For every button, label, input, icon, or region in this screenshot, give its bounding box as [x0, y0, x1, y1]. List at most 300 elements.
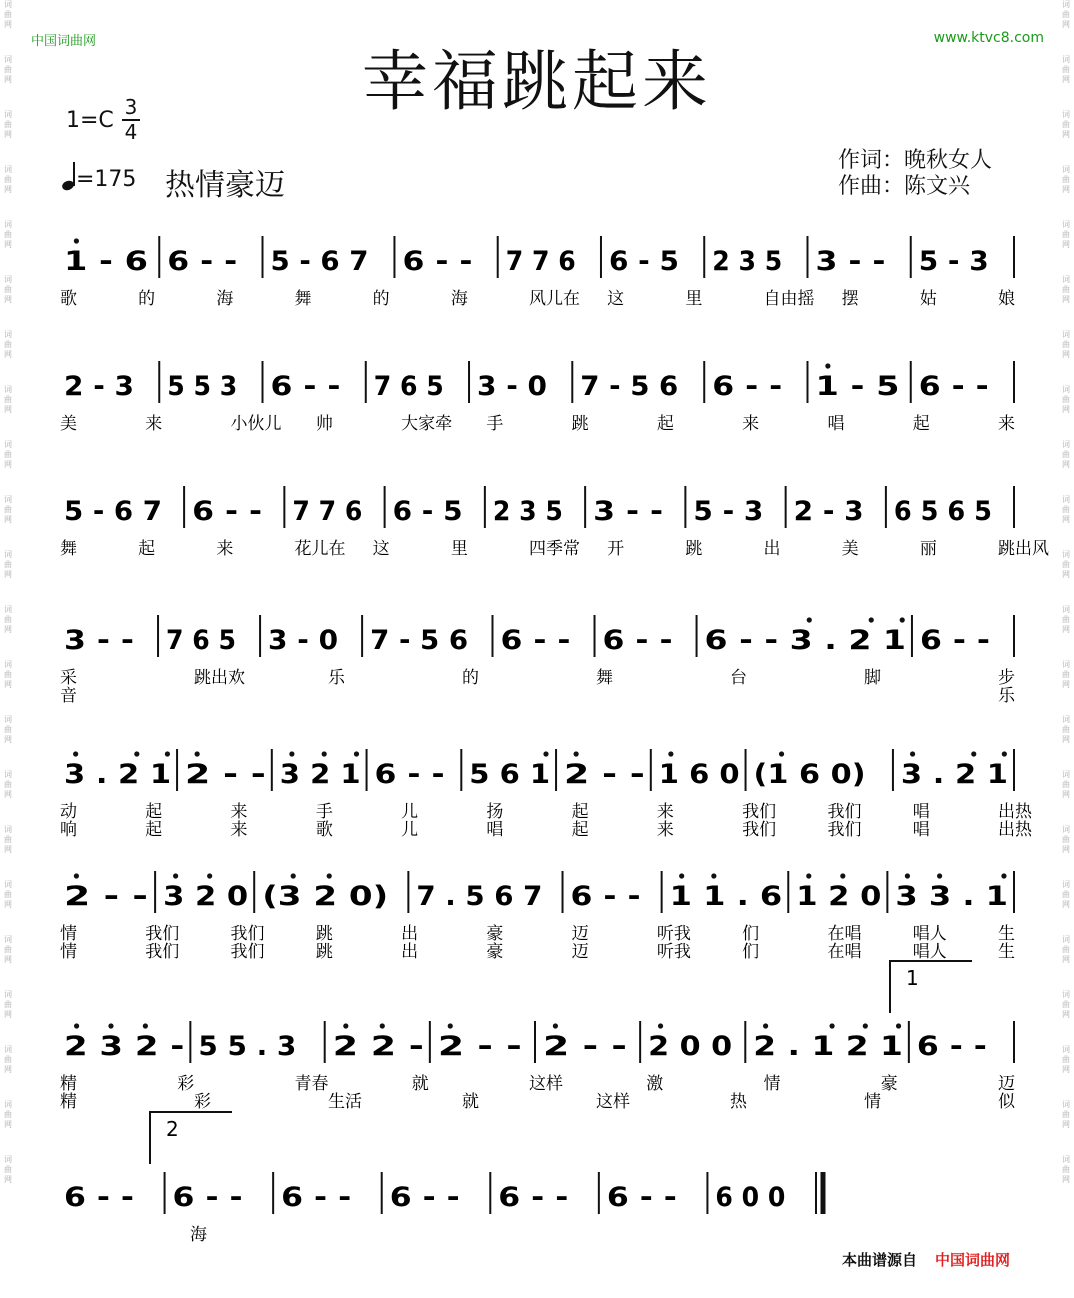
watermark-char: 词: [1062, 330, 1070, 339]
measure-notes: 2 0 0: [648, 1031, 733, 1062]
measure-notes: 5 - 6 7: [64, 496, 162, 527]
lyric-verse-1: 起: [571, 802, 589, 822]
watermark-char: 曲: [1062, 285, 1070, 294]
lyric-verse-1: 这: [372, 539, 390, 559]
lyric-verse-1: 采: [60, 668, 77, 688]
watermark-char: 词: [4, 660, 12, 669]
octave-dot: [291, 873, 296, 878]
measure-notes: 6 - 5: [608, 246, 679, 277]
lyric-verse-1: 起: [912, 414, 930, 434]
watermark-char: 曲: [1062, 175, 1070, 184]
lyric-verse-2: 情: [60, 942, 77, 962]
site-name-left[interactable]: 中国词曲网: [31, 34, 97, 49]
octave-dot: [658, 1023, 663, 1028]
watermark-char: 曲: [4, 1110, 12, 1119]
measure-notes: 6 - -: [570, 881, 641, 912]
lyric-verse-2: 我们: [742, 820, 777, 840]
measure-notes: 2 3 5: [492, 496, 563, 527]
measure-notes: 2 - 3: [793, 496, 864, 527]
watermark-char: 网: [1062, 625, 1070, 634]
watermark-char: 曲: [4, 835, 12, 844]
watermark-char: 词: [1062, 220, 1070, 229]
watermark-char: 网: [1062, 350, 1070, 359]
lyric-verse-1: 来: [998, 414, 1015, 434]
measure-notes: 6 - -: [167, 246, 238, 277]
lyric-verse-2: 听我: [656, 942, 691, 962]
watermark-char: 网: [1062, 845, 1070, 854]
octave-dot: [343, 1023, 348, 1028]
octave-dot: [195, 751, 200, 756]
watermark-char: 词: [1062, 0, 1070, 9]
measure-notes: 6 - -: [919, 625, 990, 656]
octave-dot: [448, 1023, 453, 1028]
measure-notes: 6 - -: [64, 1182, 134, 1213]
octave-dot: [971, 751, 976, 756]
lyric-verse-1: 我们: [230, 924, 265, 944]
measure-notes: 6 - -: [712, 371, 783, 402]
volta-bracket: [150, 1112, 232, 1164]
measure-notes: 6 - -: [192, 496, 263, 527]
watermark-char: 曲: [4, 505, 12, 514]
watermark-char: 网: [4, 405, 12, 414]
octave-dot: [327, 873, 332, 878]
lyric-verse-2: 生: [998, 942, 1015, 962]
watermark-char: 词: [4, 440, 12, 449]
watermark-char: 词: [4, 495, 12, 504]
watermark-char: 网: [1062, 515, 1070, 524]
measure-notes: 3 - -: [64, 625, 134, 656]
lyricist: 作词：晚秋女人: [838, 148, 993, 173]
lyric-verse-1: 彩: [177, 1074, 195, 1094]
measure-notes: 1 6 0: [658, 759, 740, 790]
measure-notes: 6 - -: [402, 246, 473, 277]
octave-dot: [74, 873, 79, 878]
lyric-verse-1: 们: [742, 924, 760, 944]
lyric-verse-1: 迈: [571, 924, 589, 944]
lyric-verse-1: 儿: [401, 802, 419, 822]
watermark-char: 曲: [4, 10, 12, 19]
measure-notes: 2 2 -: [332, 1031, 424, 1062]
lyric-verse-1: 美: [60, 414, 77, 434]
lyric-verse-1: 自由摇: [763, 289, 815, 309]
watermark-char: 词: [1062, 990, 1070, 999]
watermark-char: 网: [4, 955, 12, 964]
watermark-char: 曲: [1062, 1055, 1070, 1064]
measure-notes: 2 3 2 -: [64, 1031, 185, 1062]
octave-dot: [1001, 873, 1006, 878]
measure-notes: 5 - 3: [918, 246, 989, 277]
mood-marking: 热情豪迈: [165, 168, 285, 203]
watermark-char: 词: [4, 110, 12, 119]
watermark-char: 曲: [1062, 10, 1070, 19]
watermark-char: 网: [4, 515, 12, 524]
lyric-verse-1: 的: [138, 289, 156, 309]
measure-notes: 2 - 3: [64, 371, 134, 402]
watermark-char: 网: [1062, 790, 1070, 799]
measure-notes: 7 6 5: [166, 625, 237, 656]
watermark-char: 网: [1062, 1010, 1070, 1019]
measure-notes: 1 - 6: [64, 246, 148, 277]
octave-dot: [896, 1023, 901, 1028]
measure-notes: 6 - -: [498, 1182, 569, 1213]
watermark-char: 网: [4, 460, 12, 469]
lyric-verse-1: 娘: [998, 289, 1015, 309]
lyric-verse-2: 生活: [328, 1092, 362, 1112]
watermark-char: 词: [1062, 1045, 1070, 1054]
watermark-char: 曲: [1062, 1165, 1070, 1174]
lyric-verse-2: 我们: [145, 942, 180, 962]
lyric-verse-1: 的: [462, 668, 479, 688]
lyric-verse-1: 起: [138, 539, 156, 559]
watermark-char: 曲: [1062, 505, 1070, 514]
lyric-verse-1: 来: [742, 414, 760, 434]
octave-dot: [289, 751, 294, 756]
watermark-char: 词: [1062, 1155, 1070, 1164]
measure-notes: 2 - -: [64, 881, 148, 912]
lyric-verse-1: 的: [372, 289, 390, 309]
measure-notes: 3 . 2 1: [900, 759, 1008, 790]
measure-notes: 3 - 0: [268, 625, 339, 656]
watermark-char: 词: [1062, 605, 1070, 614]
octave-dot: [73, 751, 78, 756]
measure-notes: (3 2 0): [262, 881, 389, 912]
time-signature-top: 3: [122, 96, 140, 121]
octave-dot: [553, 1023, 558, 1028]
watermark-char: 曲: [1062, 725, 1070, 734]
lyric-verse-1: 来: [145, 414, 163, 434]
lyric-verse-1: 海: [216, 289, 234, 309]
lyric-verse-1: 舞: [596, 668, 613, 688]
lyric-verse-1: 脚: [864, 668, 881, 688]
measure-notes: 5 - 3: [693, 496, 764, 527]
measure-notes: 2 - -: [543, 1031, 627, 1062]
source-credit: [842, 1249, 1010, 1270]
watermark-char: 网: [4, 20, 12, 29]
lyric-verse-2: 儿: [401, 820, 419, 840]
octave-dot: [900, 617, 905, 622]
lyric-verse-1: 跳: [685, 539, 703, 559]
lyric-verse-1: 里: [685, 289, 703, 309]
watermark-char: 曲: [4, 725, 12, 734]
lyric-verse-1: 丽: [919, 539, 937, 559]
octave-dot: [574, 751, 579, 756]
lyric-verse-1: 起: [145, 802, 163, 822]
lyric-verse-1: 精: [60, 1074, 77, 1094]
watermark-char: 曲: [1062, 1000, 1070, 1009]
watermark-char: 词: [4, 55, 12, 64]
lyric-verse-1: 海: [190, 1225, 207, 1245]
watermark-char: 曲: [4, 1055, 12, 1064]
lyric-verse-1: 歌: [60, 289, 77, 309]
watermark-char: 词: [4, 220, 12, 229]
lyric-verse-1: 听我: [656, 924, 691, 944]
measure-notes: 1 1 . 6: [669, 881, 783, 912]
lyric-verse-1: 激: [646, 1074, 664, 1094]
watermark-char: 词: [4, 1155, 12, 1164]
watermark-char: 网: [1062, 900, 1070, 909]
watermark-char: 曲: [1062, 340, 1070, 349]
watermark-char: 网: [4, 350, 12, 359]
watermark-char: 网: [1062, 1175, 1070, 1184]
watermark-char: 词: [4, 550, 12, 559]
octave-dot: [173, 873, 178, 878]
measure-notes: 6 - -: [172, 1182, 243, 1213]
watermark-char: 网: [1062, 185, 1070, 194]
lyric-verse-2: 情: [864, 1092, 881, 1112]
watermark-char: 曲: [4, 395, 12, 404]
watermark-char: 曲: [4, 1000, 12, 1009]
watermark-char: 词: [1062, 1100, 1070, 1109]
lyric-verse-1: 我们: [827, 802, 862, 822]
measure-notes: 6 - 5: [392, 496, 463, 527]
octave-dot: [807, 617, 812, 622]
measure-notes: 3 - -: [815, 246, 886, 277]
watermark-char: 网: [4, 295, 12, 304]
watermark-char: 词: [4, 825, 12, 834]
lyric-verse-1: 唱: [827, 414, 845, 434]
measure-notes: 6 - -: [918, 371, 989, 402]
measure-notes: 2 - -: [564, 759, 645, 790]
lyric-verse-1: 这样: [529, 1074, 563, 1094]
octave-dot: [74, 238, 79, 243]
lyric-verse-2: 热: [730, 1092, 747, 1112]
lyric-verse-1: 扬: [486, 802, 504, 822]
watermark-char: 曲: [1062, 890, 1070, 899]
lyric-verse-1: 里: [450, 539, 468, 559]
octave-dot: [1002, 751, 1007, 756]
watermark-char: 网: [4, 1010, 12, 1019]
volta-bracket: [890, 961, 972, 1013]
lyric-verse-2: 起: [571, 820, 589, 840]
watermark-char: 曲: [4, 175, 12, 184]
octave-dot: [134, 751, 139, 756]
octave-dot: [668, 751, 673, 756]
lyric-verse-2: 歌: [315, 820, 333, 840]
watermark-char: 曲: [4, 450, 12, 459]
lyric-verse-2: 精: [60, 1092, 77, 1112]
watermark-char: 曲: [4, 1165, 12, 1174]
watermark-char: 网: [4, 625, 12, 634]
lyric-verse-1: 跳出风: [998, 539, 1049, 559]
lyric-verse-1: 唱人: [912, 924, 947, 944]
measure-notes: 3 2 0: [163, 881, 249, 912]
watermark-char: 曲: [4, 615, 12, 624]
watermark-char: 词: [4, 1100, 12, 1109]
lyric-verse-2: 唱人: [912, 942, 947, 962]
measure-notes: 6 - -: [500, 625, 571, 656]
measure-notes: 3 2 1: [279, 759, 361, 790]
octave-dot: [863, 1023, 868, 1028]
watermark-char: 网: [1062, 240, 1070, 249]
lyric-verse-1: 来: [230, 802, 248, 822]
watermark-char: 网: [1062, 735, 1070, 744]
measure-notes: 6 - -: [602, 625, 673, 656]
volta-number: 1: [906, 966, 919, 990]
watermark-char: 曲: [1062, 230, 1070, 239]
measure-notes: 7 6 5: [373, 371, 444, 402]
measure-notes: 2 . 1 2 1: [753, 1031, 903, 1062]
lyric-verse-2: 来: [230, 820, 248, 840]
watermark-char: 词: [4, 330, 12, 339]
octave-dot: [207, 873, 212, 878]
measure-notes: 5 5 3: [167, 371, 238, 402]
watermark-char: 网: [4, 570, 12, 579]
lyric-verse-1: 情: [763, 1074, 781, 1094]
lyric-verse-1: 手: [486, 414, 504, 434]
measure-notes: 2 - -: [185, 759, 266, 790]
source-label: 本曲谱源自: [842, 1251, 918, 1269]
lyric-verse-1: 唱: [912, 802, 930, 822]
measure-notes: 7 7 6: [505, 246, 576, 277]
measure-notes: 3 - 0: [477, 371, 548, 402]
octave-dot: [143, 1023, 148, 1028]
lyric-verse-1: 海: [450, 289, 468, 309]
lyric-verse-2: 在唱: [827, 942, 862, 962]
octave-dot: [711, 873, 716, 878]
watermark-char: 网: [4, 75, 12, 84]
lyric-verse-1: 我们: [742, 802, 777, 822]
measure-notes: 3 3 . 1: [895, 881, 1008, 912]
watermark-char: 曲: [4, 120, 12, 129]
measure-notes: 6 0 0: [715, 1182, 786, 1213]
watermark-char: 曲: [4, 340, 12, 349]
watermark-char: 词: [4, 605, 12, 614]
watermark-char: 曲: [4, 230, 12, 239]
measure-notes: (1 6 0): [753, 759, 866, 790]
lyric-verse-2: 来: [656, 820, 674, 840]
lyric-verse-2: 乐: [998, 686, 1015, 706]
watermark-char: 网: [4, 1065, 12, 1074]
octave-dot: [165, 751, 170, 756]
lyric-verse-1: 来: [216, 539, 234, 559]
octave-dot: [543, 751, 548, 756]
watermark-char: 词: [4, 935, 12, 944]
lyric-verse-2: 迈: [571, 942, 589, 962]
watermark-char: 词: [1062, 440, 1070, 449]
lyric-verse-1: 豪: [486, 924, 504, 944]
watermark-char: 词: [4, 990, 12, 999]
watermark-char: 词: [4, 880, 12, 889]
lyric-verse-1: 我们: [145, 924, 180, 944]
lyric-verse-1: 帅: [315, 414, 333, 434]
source-brand[interactable]: 中国词曲网: [935, 1251, 1011, 1269]
watermark-char: 网: [4, 240, 12, 249]
lyric-verse-2: 似: [998, 1092, 1015, 1112]
watermark-char: 曲: [1062, 395, 1070, 404]
lyric-verse-1: 大家牵: [401, 414, 453, 434]
measure-notes: 1 2 0: [796, 881, 882, 912]
lyric-verse-2: 唱: [912, 820, 930, 840]
lyric-verse-1: 生: [998, 924, 1015, 944]
measure-notes: 2 3 5: [712, 246, 783, 277]
watermark-char: 词: [4, 275, 12, 284]
watermark-char: 词: [1062, 715, 1070, 724]
watermark-char: 网: [1062, 75, 1070, 84]
octave-dot: [380, 1023, 385, 1028]
key-signature: 1=C: [66, 108, 114, 133]
octave-dot: [806, 873, 811, 878]
lyric-verse-1: 在唱: [827, 924, 862, 944]
volta-number: 2: [166, 1117, 179, 1141]
watermark-char: 词: [1062, 660, 1070, 669]
lyric-verse-1: 步: [998, 668, 1015, 688]
lyric-verse-1: 就: [411, 1074, 429, 1094]
octave-dot: [905, 873, 910, 878]
watermark-char: 网: [1062, 405, 1070, 414]
watermark-char: 曲: [4, 65, 12, 74]
watermark-char: 曲: [1062, 780, 1070, 789]
measure-notes: 6 5 6 5: [893, 496, 992, 527]
watermark-char: 曲: [1062, 560, 1070, 569]
lyric-verse-1: 花儿在: [294, 539, 346, 559]
composer: 作曲：陈文兴: [838, 174, 971, 199]
watermark-char: 网: [1062, 1120, 1070, 1129]
watermark-char: 网: [1062, 1065, 1070, 1074]
lyric-verse-1: 风儿在: [529, 289, 580, 309]
measure-notes: 7 7 6: [292, 496, 363, 527]
watermark-char: 网: [4, 900, 12, 909]
octave-dot: [779, 751, 784, 756]
lyric-verse-2: 我们: [827, 820, 862, 840]
measure-notes: 6 - -: [389, 1182, 460, 1213]
lyric-verse-1: 舞: [60, 539, 77, 559]
watermark-char: 词: [4, 0, 12, 9]
watermark-char: 网: [1062, 20, 1070, 29]
watermark-char: 网: [1062, 570, 1070, 579]
watermark-char: 词: [4, 1045, 12, 1054]
site-url-right[interactable]: www.ktvc8.com: [933, 30, 1044, 46]
lyric-verse-2: 我们: [230, 942, 265, 962]
lyric-verse-1: 起: [656, 414, 674, 434]
lyric-verse-1: 四季常: [529, 539, 580, 559]
measure-notes: 3 . 2 1: [64, 759, 172, 790]
lyric-verse-1: 台: [730, 668, 747, 688]
watermark-char: 曲: [4, 780, 12, 789]
measure-notes: 7 . 5 6 7: [416, 881, 543, 912]
watermark-char: 网: [4, 845, 12, 854]
measure-notes: 6 - -: [281, 1182, 352, 1213]
measure-notes: 5 - 6 7: [270, 246, 369, 277]
lyric-verse-1: 手: [315, 802, 333, 822]
lyric-verse-1: 出: [763, 539, 781, 559]
lyric-verse-2: 豪: [486, 942, 504, 962]
watermark-char: 词: [4, 165, 12, 174]
lyric-verse-1: 出热: [998, 802, 1032, 822]
octave-dot: [829, 1023, 834, 1028]
watermark-char: 词: [1062, 275, 1070, 284]
lyric-verse-2: 出热: [998, 820, 1032, 840]
watermark-char: 曲: [1062, 670, 1070, 679]
watermark-char: 网: [4, 185, 12, 194]
octave-dot: [825, 363, 830, 368]
octave-dot: [910, 751, 915, 756]
watermark-char: 曲: [4, 945, 12, 954]
time-signature-bottom: 4: [124, 120, 138, 144]
lyric-verse-1: 摆: [841, 289, 859, 309]
watermark-char: 网: [1062, 680, 1070, 689]
watermark-char: 曲: [1062, 615, 1070, 624]
lyric-verse-1: 小伙儿: [230, 414, 282, 434]
measure-notes: 3 - -: [593, 496, 664, 527]
lyric-verse-2: 就: [462, 1092, 479, 1112]
watermark-char: 曲: [1062, 120, 1070, 129]
lyric-verse-1: 动: [60, 802, 77, 822]
lyric-verse-1: 迈: [998, 1074, 1015, 1094]
watermark-char: 词: [1062, 495, 1070, 504]
lyric-verse-2: 响: [60, 820, 77, 840]
watermark-char: 词: [1062, 770, 1070, 779]
watermark-char: 网: [1062, 460, 1070, 469]
